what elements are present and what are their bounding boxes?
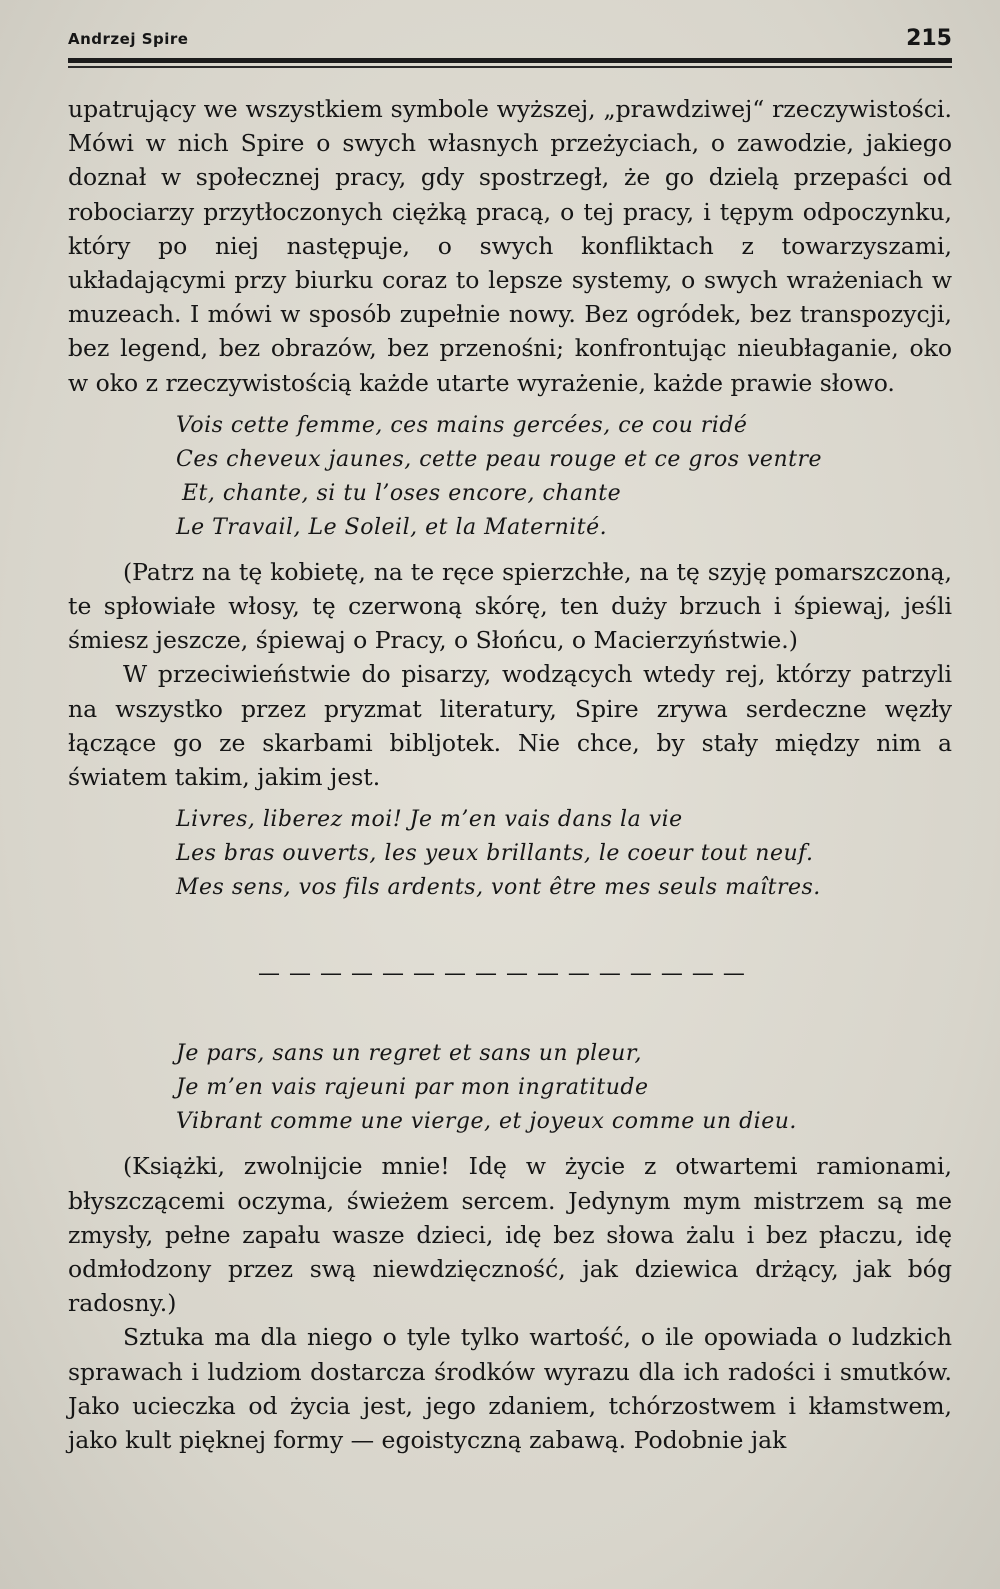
- poem-1-line-2: Ces cheveux jaunes, cette peau rouge et ce gros ventre: [176, 446, 822, 472]
- paragraph-5: Sztuka ma dla niego o tyle tylko wartość, o ile opowiada o ludzkich sprawach i ludziom dostarcza środków wyrazu dla ich radości i smutków. Jako ucieczka od życia jest, jego zdaniem, tchórzostwem i kłamstwem, jako kult pięknej formy — egoistyczną zabawą. Podobnie jak: [68, 1323, 952, 1455]
- header-rule-thin: [68, 66, 952, 68]
- paragraph-3: W przeciwieństwie do pisarzy, wodzących wtedy rej, którzy patrzyli na wszystko przez pryzmat literatury, Spire zrywa serdeczne węzły łączące go ze skarbami bibljotek. Nie chce, by stały między nim a światem takim, jakim jest.: [68, 660, 952, 792]
- poem-1-line-1: Vois cette femme, ces mains gercées, ce cou ridé: [176, 412, 748, 438]
- header-rule: [68, 58, 952, 63]
- poem-2: [176, 803, 952, 905]
- poem-1-line-3: Et, chante, si tu l’oses encore, chante: [182, 480, 622, 506]
- poem-2-line-3: Mes sens, vos fils ardents, vont être mes seuls maîtres.: [176, 875, 821, 901]
- poem-2-line-2: Les bras ouverts, les yeux brillants, le coeur tout neuf.: [176, 841, 814, 867]
- paragraph-1: upatrujący we wszystkiem symbole wyższej, „prawdziwej“ rzeczywistości. Mówi w nich Spire o swych własnych przeżyciach, o zawodzie, jakiego doznał w społecznej pracy, gdy spostrzegł, że go dzielą przepaści od robociarzy przytłoczonych ciężką pracą, o tej pracy, i tępym odpoczynku, który po niej następuje, o swych konfliktach z towarzyszami, układającymi przy biurku coraz to lepsze systemy, o swych wrażeniach w muzeach. I mówi w sposób zupełnie nowy. Bez ogródek, bez transpozycji, bez legend, bez obrazów, bez przenośni; konfrontując nieubłaganie, oko w oko z rzeczywistością każde utarte wyrażenie, każde prawie słowo.: [68, 95, 952, 397]
- poem-3-line-3: Vibrant comme une vierge, et joyeux comme un dieu.: [176, 1109, 797, 1135]
- running-head: Andrzej Spire: [68, 30, 189, 48]
- paragraph-2: (Patrz na tę kobietę, na te ręce spierzchłe, na tę szyję pomarszczoną, te spłowiałe włosy, tę czerwoną skórę, ten duży brzuch i śpiewaj, jeśli śmiesz jeszcze, śpiewaj o Pracy, o Słońcu, o Macierzyństwie.): [68, 557, 952, 655]
- poem-1-line-4: Le Travail, Le Soleil, et la Maternité.: [176, 514, 608, 540]
- poem-1: [176, 409, 952, 545]
- poem-2-line-1: Livres, liberez moi! Je m’en vais dans la vie: [176, 807, 683, 833]
- section-separator: — — — — — — — — — — — — — — — —: [258, 961, 746, 987]
- page-header: [68, 26, 952, 56]
- page-number: 215: [906, 26, 952, 51]
- poem-3: [176, 1037, 952, 1139]
- paragraph-4: (Książki, zwolnijcie mnie! Idę w życie z otwartemi ramionami, błyszczącemi oczyma, świeżem sercem. Jedynym mym mistrzem są me zmysły, pełne zapału wasze dzieci, idę bez słowa żalu i bez płaczu, idę odmłodzony przez swą niewdzięczność, jak dziewica drżący, jak bóg radosny.): [68, 1152, 952, 1318]
- poem-3-line-1: Je pars, sans un regret et sans un pleur,: [176, 1041, 642, 1067]
- poem-3-line-2: Je m’en vais rajeuni par mon ingratitude: [176, 1075, 649, 1101]
- page-body: [68, 92, 952, 1457]
